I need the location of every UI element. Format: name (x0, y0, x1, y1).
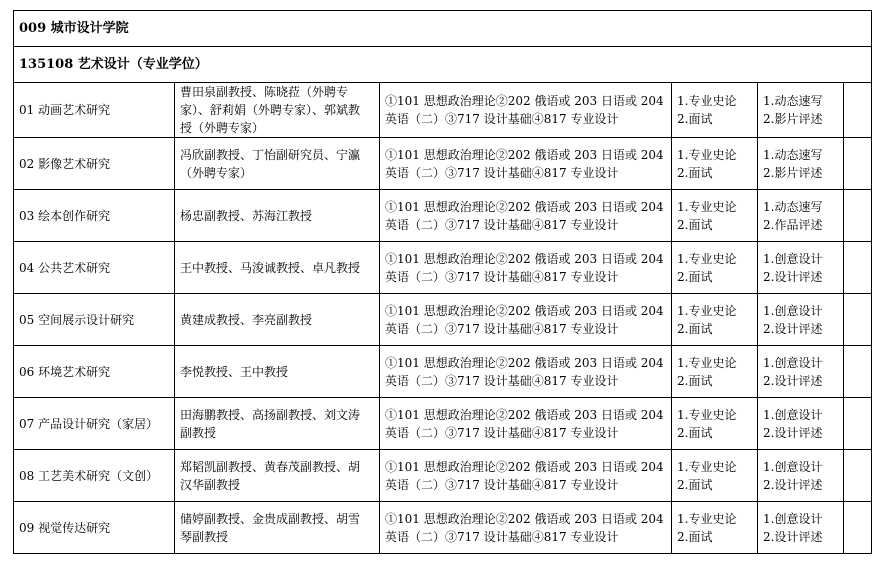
retest-subject-line: 1.专业史论 (677, 355, 737, 370)
exam-subjects-cell (380, 190, 672, 242)
additional-test-cell (758, 242, 844, 294)
additional-test-cell (758, 138, 844, 190)
table-row (14, 346, 872, 398)
tutors-line: 汉华副教授 (180, 477, 241, 492)
research-direction: 06 环境艺术研究 (14, 346, 175, 398)
tutors-line: 储婷副教授、金贵成副教授、胡雪 (180, 511, 361, 526)
exam-subjects-cell (380, 138, 672, 190)
exam-subjects-line: 英语（二）③717 设计基础④817 专业设计 (385, 165, 619, 180)
exam-subjects-cell (380, 242, 672, 294)
retest-subjects-cell (672, 502, 758, 554)
table-row (14, 398, 872, 450)
retest-subject-line: 1.专业史论 (677, 94, 737, 108)
exam-subjects-line: 英语（二）③717 设计基础④817 专业设计 (385, 112, 619, 126)
exam-subjects-line: 英语（二）③717 设计基础④817 专业设计 (385, 269, 619, 284)
additional-test-line: 2.设计评述 (763, 477, 823, 492)
tutors-cell (175, 450, 380, 502)
remarks-cell (844, 346, 872, 398)
table-row (14, 502, 872, 554)
exam-subjects-cell (380, 294, 672, 346)
additional-test-line: 2.设计评述 (763, 529, 823, 544)
additional-test-line: 2.影片评述 (763, 165, 823, 180)
exam-subjects-line: ①101 思想政治理论②202 俄语或 203 日语或 204 (385, 94, 664, 108)
table-row (14, 242, 872, 294)
tutors-line: 李悦教授、王中教授 (180, 364, 289, 379)
major-name: 135108 艺术设计（专业学位） (14, 47, 872, 83)
additional-test-line: 2.作品评述 (763, 217, 823, 232)
exam-subjects-line: 英语（二）③717 设计基础④817 专业设计 (385, 321, 619, 336)
additional-test-cell (758, 502, 844, 554)
additional-test-line: 2.影片评述 (763, 112, 823, 126)
retest-subject-line: 2.面试 (677, 112, 713, 126)
exam-subjects-line: 英语（二）③717 设计基础④817 专业设计 (385, 217, 619, 232)
remarks-cell (844, 138, 872, 190)
research-direction: 08 工艺美术研究（文创） (14, 450, 175, 502)
exam-subjects-line: 英语（二）③717 设计基础④817 专业设计 (385, 425, 619, 440)
exam-subjects-cell (380, 450, 672, 502)
table-row (14, 190, 872, 242)
exam-subjects-line: ①101 思想政治理论②202 俄语或 203 日语或 204 (385, 199, 664, 214)
retest-subject-line: 2.面试 (677, 425, 713, 440)
exam-subjects-line: ①101 思想政治理论②202 俄语或 203 日语或 204 (385, 251, 664, 266)
retest-subject-line: 1.专业史论 (677, 251, 737, 266)
remarks-cell (844, 83, 872, 138)
research-direction: 09 视觉传达研究 (14, 502, 175, 554)
research-direction: 02 影像艺术研究 (14, 138, 175, 190)
additional-test-line: 1.创意设计 (763, 355, 823, 370)
remarks-cell (844, 450, 872, 502)
table-row (14, 294, 872, 346)
additional-test-line: 1.创意设计 (763, 407, 823, 422)
additional-test-cell (758, 450, 844, 502)
remarks-cell (844, 502, 872, 554)
additional-test-cell (758, 190, 844, 242)
retest-subjects-cell (672, 346, 758, 398)
additional-test-line: 2.设计评述 (763, 321, 823, 336)
retest-subject-line: 2.面试 (677, 165, 713, 180)
tutors-cell (175, 346, 380, 398)
tutors-line: 琴副教授 (180, 529, 229, 544)
additional-test-line: 1.创意设计 (763, 303, 823, 318)
exam-subjects-line: 英语（二）③717 设计基础④817 专业设计 (385, 477, 619, 492)
exam-subjects-line: ①101 思想政治理论②202 俄语或 203 日语或 204 (385, 511, 664, 526)
tutors-line: 冯欣副教授、丁怡副研究员、宁瀛 (180, 147, 361, 162)
retest-subjects-cell (672, 450, 758, 502)
exam-subjects-line: ①101 思想政治理论②202 俄语或 203 日语或 204 (385, 459, 664, 474)
tutors-line: 家）、舒莉娟（外聘专家）、郭斌教 (180, 103, 361, 117)
exam-subjects-cell (380, 83, 672, 138)
remarks-cell (844, 398, 872, 450)
exam-subjects-cell (380, 502, 672, 554)
tutors-cell (175, 502, 380, 554)
additional-test-line: 1.动态速写 (763, 94, 823, 108)
retest-subject-line: 2.面试 (677, 373, 713, 388)
retest-subjects-cell (672, 138, 758, 190)
tutors-line: 黄建成教授、李亮副教授 (180, 312, 313, 327)
additional-test-line: 1.创意设计 (763, 459, 823, 474)
retest-subject-line: 1.专业史论 (677, 511, 737, 526)
table-body (14, 11, 872, 554)
tutors-line: 王中教授、马浚诚教授、卓凡教授 (180, 260, 361, 275)
retest-subject-line: 1.专业史论 (677, 147, 737, 162)
additional-test-cell (758, 294, 844, 346)
retest-subjects-cell (672, 242, 758, 294)
research-direction: 07 产品设计研究（家居） (14, 398, 175, 450)
remarks-cell (844, 294, 872, 346)
tutors-line: 曹田泉副教授、陈晓菈（外聘专 (180, 85, 349, 99)
additional-test-line: 2.设计评述 (763, 373, 823, 388)
remarks-cell (844, 190, 872, 242)
tutors-line: 杨忠副教授、苏海江教授 (180, 208, 313, 223)
exam-subjects-line: 英语（二）③717 设计基础④817 专业设计 (385, 373, 619, 388)
retest-subjects-cell (672, 294, 758, 346)
retest-subjects-cell (672, 83, 758, 138)
retest-subjects-cell (672, 190, 758, 242)
tutors-line: 副教授 (180, 425, 217, 440)
additional-test-line: 2.设计评述 (763, 425, 823, 440)
exam-subjects-line: ①101 思想政治理论②202 俄语或 203 日语或 204 (385, 407, 664, 422)
major-header-row (14, 47, 872, 83)
tutors-line: （外聘专家） (180, 165, 253, 180)
tutors-line: 郑韬凯副教授、黄春茂副教授、胡 (180, 459, 361, 474)
admission-table (13, 10, 872, 554)
retest-subject-line: 1.专业史论 (677, 459, 737, 474)
exam-subjects-line: 英语（二）③717 设计基础④817 专业设计 (385, 529, 619, 544)
additional-test-line: 1.动态速写 (763, 147, 823, 162)
tutors-cell (175, 190, 380, 242)
retest-subject-line: 2.面试 (677, 529, 713, 544)
tutors-line: 田海鹏教授、高扬副教授、刘文涛 (180, 407, 361, 422)
school-name: 009 城市设计学院 (14, 11, 872, 47)
tutors-cell (175, 294, 380, 346)
additional-test-line: 1.创意设计 (763, 511, 823, 526)
additional-test-cell (758, 398, 844, 450)
additional-test-line: 1.创意设计 (763, 251, 823, 266)
research-direction: 04 公共艺术研究 (14, 242, 175, 294)
retest-subject-line: 2.面试 (677, 321, 713, 336)
exam-subjects-cell (380, 346, 672, 398)
tutors-cell (175, 83, 380, 138)
retest-subject-line: 1.专业史论 (677, 407, 737, 422)
retest-subject-line: 1.专业史论 (677, 199, 737, 214)
table-row (14, 450, 872, 502)
additional-test-line: 2.设计评述 (763, 269, 823, 284)
tutors-cell (175, 242, 380, 294)
remarks-cell (844, 242, 872, 294)
exam-subjects-cell (380, 398, 672, 450)
research-direction: 05 空间展示设计研究 (14, 294, 175, 346)
table-row (14, 138, 872, 190)
additional-test-cell (758, 346, 844, 398)
additional-test-cell (758, 83, 844, 138)
retest-subject-line: 2.面试 (677, 217, 713, 232)
research-direction: 03 绘本创作研究 (14, 190, 175, 242)
retest-subject-line: 2.面试 (677, 269, 713, 284)
retest-subject-line: 1.专业史论 (677, 303, 737, 318)
exam-subjects-line: ①101 思想政治理论②202 俄语或 203 日语或 204 (385, 147, 664, 162)
retest-subject-line: 2.面试 (677, 477, 713, 492)
exam-subjects-line: ①101 思想政治理论②202 俄语或 203 日语或 204 (385, 355, 664, 370)
tutors-cell (175, 398, 380, 450)
additional-test-line: 1.动态速写 (763, 199, 823, 214)
tutors-line: 授（外聘专家） (180, 121, 265, 135)
retest-subjects-cell (672, 398, 758, 450)
exam-subjects-line: ①101 思想政治理论②202 俄语或 203 日语或 204 (385, 303, 664, 318)
research-direction: 01 动画艺术研究 (14, 83, 175, 138)
tutors-cell (175, 138, 380, 190)
table-row (14, 83, 872, 138)
school-header-row (14, 11, 872, 47)
